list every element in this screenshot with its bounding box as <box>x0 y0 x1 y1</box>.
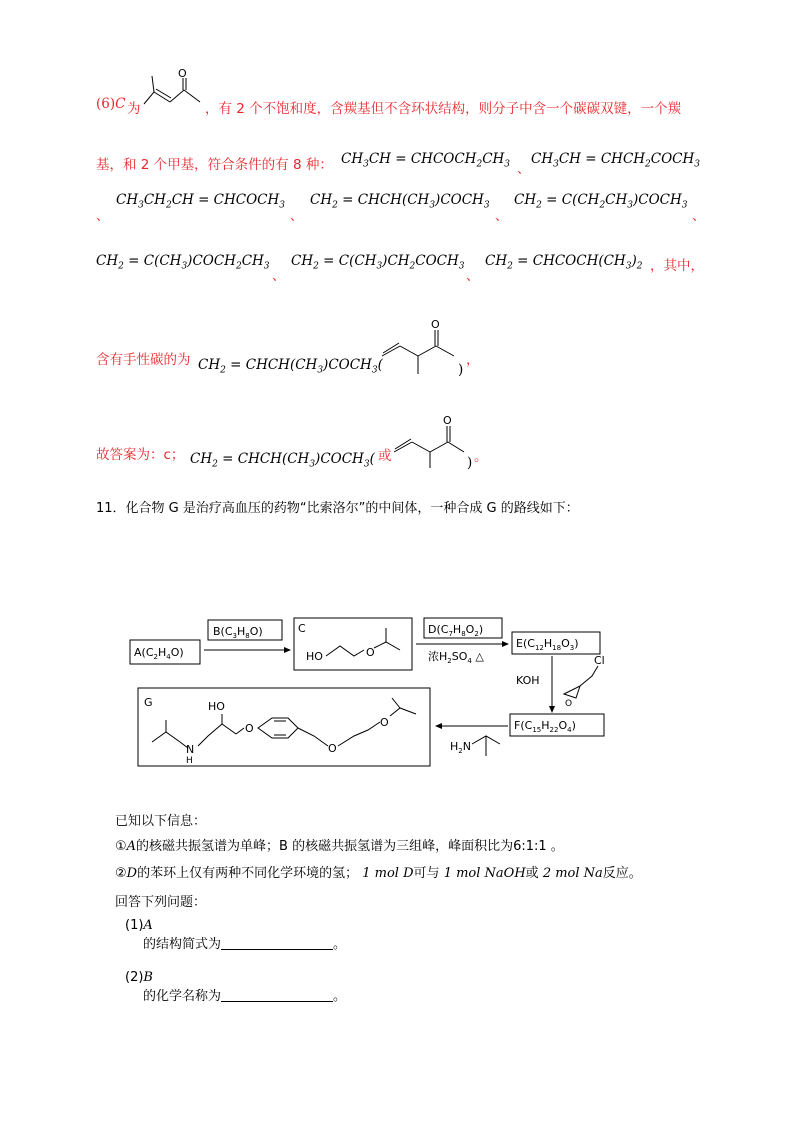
answer-blank-1[interactable] <box>221 937 333 950</box>
svg-text:O: O <box>328 742 337 755</box>
separator-1: 、 <box>517 162 531 177</box>
answer-label: 故答案为：c； <box>96 447 185 463</box>
answer-blank-2[interactable] <box>221 989 333 1002</box>
info-1: ①A的核磁共振氢谱为单峰；B 的核磁共振氢谱为三组峰，峰面积比为6:1:1 。 <box>115 839 564 854</box>
svg-text:HO: HO <box>306 650 323 663</box>
svg-text:O: O <box>380 716 389 729</box>
svg-text:G: G <box>144 696 153 709</box>
sub-question-2: (2)B <box>125 970 153 985</box>
info-2: ②D的苯环上仅有两种不同化学环境的氢； 1 mol D可与 1 mol NaOH或 2 mol Na反应。 <box>115 866 642 881</box>
known-info-title: 已知以下信息： <box>115 814 207 829</box>
svg-text:O: O <box>245 722 254 735</box>
answer-end: 。 <box>474 449 488 465</box>
isomer-6: $CH_2$ = $C(CH_3)COCH_2CH_3$ <box>96 253 270 272</box>
svg-text:HO: HO <box>208 700 225 713</box>
isomer-8: $CH_2$ = $CHCOCH(CH_3)_2$ <box>485 253 643 272</box>
answer-close-paren: ) <box>467 455 473 471</box>
chiral-label: 含有手性碳的为 <box>96 352 191 368</box>
isomer-3: $CH_3CH_2CH$ = $CHCOCH_3$ <box>116 192 286 211</box>
sub-question-1: (1)A <box>125 918 153 933</box>
separator-5: 、 <box>692 209 706 224</box>
svg-text:浓H2SO4 △: 浓$H_2SO_4$ △ <box>428 650 484 665</box>
sub-question-2-text: 的化学名称为 。 <box>143 989 347 1004</box>
svg-text:KOH: KOH <box>516 674 540 687</box>
isomer-4: $CH_2$ = $CHCH(CH_3)COCH_3$ <box>310 192 490 211</box>
chiral-close-paren: ) <box>458 362 464 378</box>
svg-text:C: C <box>298 622 306 635</box>
part6-wei: 为 <box>127 101 141 117</box>
separator-3: 、 <box>290 209 304 224</box>
svg-text:D(C7H8O2): $D(C_7H_8O_2)$ <box>428 623 484 638</box>
svg-text:O: O <box>443 414 452 427</box>
answer-or: 或 <box>378 448 392 464</box>
svg-text:O: O <box>565 699 573 709</box>
sub-question-1-text: 的结构简式为 。 <box>143 937 347 952</box>
separator-2: 、 <box>96 209 110 224</box>
part6-qizhong: ，其中， <box>650 258 704 274</box>
q11-stem: 11．化合物 G 是治疗高血压的药物“比索洛尔”的中间体，一种合成 G 的路线如下： <box>96 501 579 516</box>
isomer-2: $CH_3CH$ = $CHCH_2COCH_3$ <box>531 151 701 170</box>
svg-text:Cl: Cl <box>594 654 605 667</box>
svg-text:A(C2H4O): $A(C_2H_4O)$ <box>134 646 184 661</box>
svg-text:E(C12H18O3): $E(C_{12}H_{18}O_3)$ <box>516 637 579 652</box>
svg-text:O: O <box>431 318 440 331</box>
isomer-5: $CH_2$ = $C(CH_2CH_3)COCH_3$ <box>514 192 688 211</box>
answer-structure <box>392 414 472 474</box>
synthesis-scheme <box>128 610 618 770</box>
isomer-1: $CH_3CH$ = $CHCOCH_2CH_3$ <box>341 151 511 170</box>
chiral-comma: ， <box>466 352 480 368</box>
svg-text:B(C3H8O): $B(C_3H_8O)$ <box>213 625 263 640</box>
carbonyl-o-label: O <box>178 67 187 80</box>
part6-text1: ，有 2 个不饱和度，含羰基但不含环状结构，则分子中含一个碳碳双键，一个羰 <box>205 101 682 117</box>
separator-7: 、 <box>466 269 480 284</box>
chiral-formula: $CH_2$ = $CHCH(CH_3)COCH_3$( <box>198 357 383 376</box>
svg-text:N: N <box>186 743 195 756</box>
part6-text2: 基，和 2 个甲基，符合条件的有 8 种： <box>96 157 333 173</box>
separator-4: 、 <box>495 209 509 224</box>
part6-prefix: (6)C <box>96 96 126 112</box>
answer-formula: $CH_2$ = $CHCH(CH_3)COCH_3$( <box>190 451 375 470</box>
svg-text:O: O <box>366 646 375 659</box>
structure-c-skeletal <box>140 66 210 114</box>
svg-text:H: H <box>186 756 193 766</box>
svg-text:F(C15H22O4): $F(C_{15}H_{22}O_4)$ <box>514 719 576 734</box>
svg-text:H2N: $H_2N$ <box>450 740 471 755</box>
chiral-structure <box>380 318 460 378</box>
isomer-7: $CH_2$ = $C(CH_3)CH_2COCH_3$ <box>291 253 465 272</box>
separator-6: 、 <box>272 269 286 284</box>
answer-intro: 回答下列问题： <box>115 895 207 910</box>
